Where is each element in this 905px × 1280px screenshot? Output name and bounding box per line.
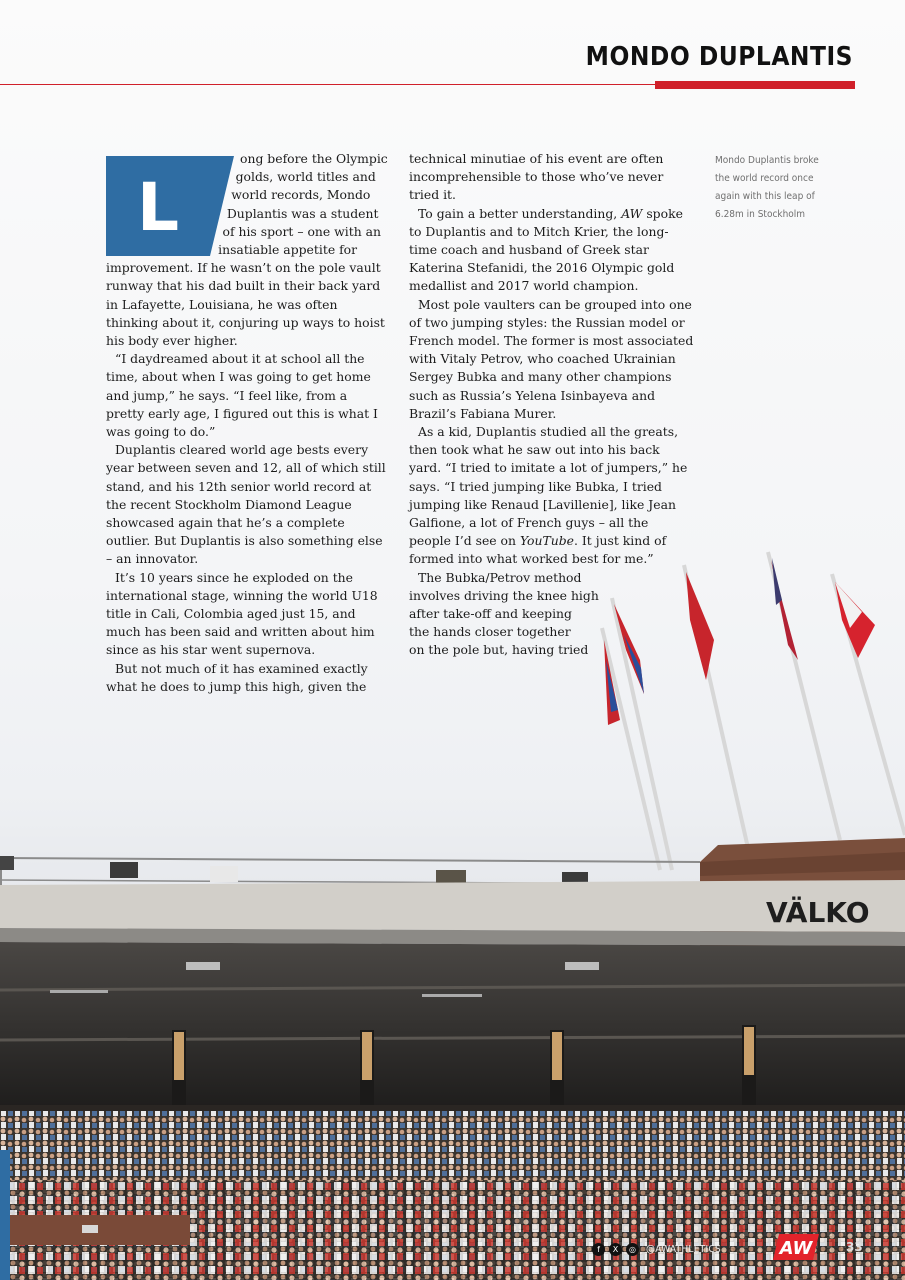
paragraph: Duplantis cleared world age bests every year between seven and 12, all of which still stand, and his 12th senior world record at the recent Stockholm Diamond League showcased again that he’s a complete outlier. But Duplantis is also something else – an innovator. xyxy=(106,442,386,567)
paragraph: It’s 10 years since he exploded on the international stage, winning the world U18 title in Cali, Colombia aged just 15, and much has been said and written about him since as his star went supernova. xyxy=(106,569,378,658)
paragraph: ong before the Olympic golds, world titles and world records, Mondo Duplantis was a student of his sport – one with an insatiable appetite for improvement. If he wasn’t on the pole vault runway that his dad built in their back yard in Lafayette, Louisiana, he was often thinking about it, conjuring up ways to hoist his body ever higher. xyxy=(106,151,388,349)
paragraph: The Bubka/Petrov method involves driving the knee high after take-off and keeping the hands closer together on the pole but, having tried xyxy=(409,569,599,658)
paragraph: technical minutiae of his event are often incomprehensible to those who’ve never tried it. xyxy=(409,151,664,203)
drop-cap-letter: L xyxy=(136,169,180,246)
youtube-mention: YouTube xyxy=(519,533,574,549)
section-title: MONDO DUPLANTIS xyxy=(585,42,853,72)
instagram-icon[interactable]: ◎ xyxy=(626,1243,639,1256)
facebook-icon[interactable]: f xyxy=(592,1243,605,1256)
drop-cap xyxy=(106,156,234,256)
aw-logo xyxy=(773,1234,819,1260)
stadium-sign: VÄLKO xyxy=(766,896,870,929)
paragraph: “I daydreamed about it at school all the time, about when I was going to get home and jump,” he says. “I feel like, from a pretty early age, I figured out this is what I was going to do.” xyxy=(106,351,378,440)
header-accent-bar xyxy=(655,81,855,89)
paragraph: But not much of it has examined exactly what he does to jump this high, given the xyxy=(106,660,368,694)
publication-name: AW xyxy=(621,205,643,221)
paragraph: As a kid, Duplantis studied all the greats, then took what he saw out into his back yard. “I tried to imitate a lot of jumpers,” he says. “I tried jumping like Bubka, I tried jumping like Renaud [Lavillenie], like Jean Galfione, a lot of French guys – all the people I’d see on YouTube. It just kind of formed into what worked best for me.” xyxy=(409,424,688,567)
footer-social xyxy=(592,1236,721,1262)
header-rule xyxy=(0,84,655,85)
photo-caption: Mondo Duplantis broke the world record once again with this leap of 6.28m in Stockholm xyxy=(715,155,819,220)
page-number: 33 xyxy=(846,1240,863,1254)
social-handle[interactable]: @AWATHLETICS xyxy=(646,1243,722,1255)
x-icon[interactable]: X xyxy=(609,1243,622,1256)
paragraph: To gain a better understanding, AW spoke to Duplantis and to Mitch Krier, the long-time coach and husband of Greek star Katerina Stefanidi, the 2016 Olympic gold medallist and 2017 world champion. xyxy=(409,205,683,294)
svg-text:AW: AW xyxy=(779,1238,813,1259)
stadium-photo xyxy=(0,540,905,1280)
paragraph: Most pole vaulters can be grouped into one of two jumping styles: the Russian model or French model. The former is most associated with Vitaly Petrov, who coached Ukrainian Sergey Bubka and many other champions such as Russia’s Yelena Isinbayeva and Brazil’s Fabiana Murer. xyxy=(409,296,694,421)
flagpoles xyxy=(602,552,905,870)
